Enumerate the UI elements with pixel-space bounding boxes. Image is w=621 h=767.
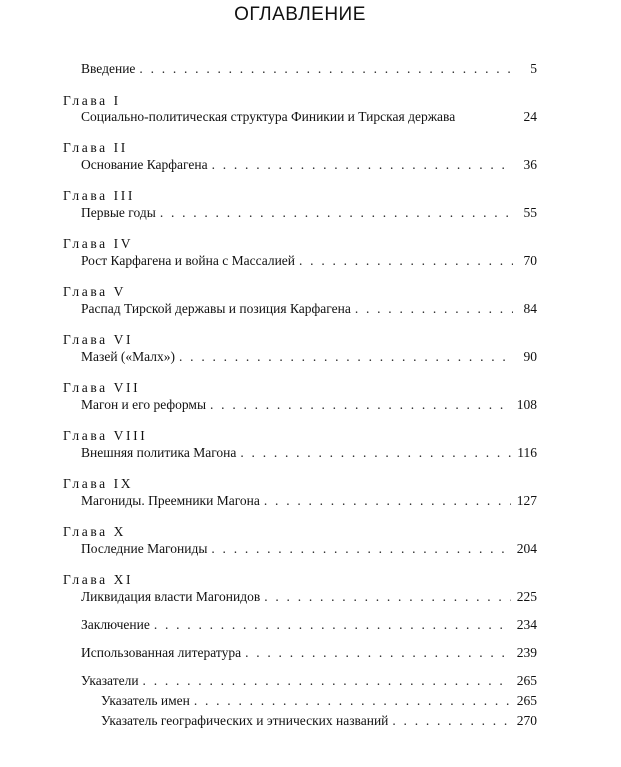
toc-entry-page: 116 bbox=[517, 445, 537, 460]
toc-entry-title: Распад Тирской державы и позиция Карфагена bbox=[81, 301, 355, 317]
toc-entry-chapter-7[interactable] bbox=[81, 397, 537, 413]
leader-dots bbox=[179, 349, 513, 365]
toc-entry-page: 225 bbox=[516, 589, 537, 604]
toc-entry-chapter-8[interactable] bbox=[81, 445, 537, 461]
leader-dots bbox=[143, 673, 511, 689]
leader-dots bbox=[392, 713, 510, 729]
toc-entry-chapter-9[interactable] bbox=[81, 493, 537, 509]
leader-dots bbox=[211, 541, 510, 557]
page-title: ОГЛАВЛЕНИЕ bbox=[234, 4, 366, 25]
leader-dots bbox=[194, 693, 511, 709]
chapter-label: Глава II bbox=[63, 140, 128, 155]
toc-entry-page: 270 bbox=[516, 713, 537, 728]
leader-dots bbox=[210, 397, 511, 413]
leader-dots bbox=[355, 301, 513, 317]
toc-entry-title: Внешняя политика Магона bbox=[81, 445, 240, 461]
toc-entry-page: 5 bbox=[530, 61, 537, 76]
toc-entry-title: Использованная литература bbox=[81, 645, 245, 661]
chapter-label: Глава V bbox=[63, 284, 127, 299]
toc-entry-chapter-4[interactable] bbox=[81, 253, 537, 269]
toc-entry-title: Заключение bbox=[81, 617, 154, 633]
leader-dots bbox=[245, 645, 511, 661]
chapter-label: Глава VI bbox=[63, 332, 134, 347]
toc-entry-page: 36 bbox=[523, 157, 537, 172]
chapter-label: Глава VII bbox=[63, 380, 141, 395]
toc-entry-page: 90 bbox=[523, 349, 537, 364]
toc-entry-page: 265 bbox=[516, 673, 537, 688]
leader-dots bbox=[299, 253, 513, 269]
toc-entry-title: Ликвидация власти Магонидов bbox=[81, 589, 264, 605]
toc-entry-conclusion[interactable] bbox=[81, 617, 537, 633]
toc-entry-page: 108 bbox=[516, 397, 537, 412]
leader-dots bbox=[160, 205, 513, 221]
toc-entry-geo-index[interactable] bbox=[101, 713, 537, 729]
chapter-label: Глава III bbox=[63, 188, 135, 203]
toc-entry-title: Последние Магониды bbox=[81, 541, 211, 557]
toc-entry-literature[interactable] bbox=[81, 645, 537, 661]
toc-entry-title: Введение bbox=[81, 61, 139, 77]
toc-entry-title: Указатель географических и этнических названий bbox=[101, 713, 392, 729]
toc-entry-title: Рост Карфагена и война с Массалией bbox=[81, 253, 299, 269]
toc-entry-page: 204 bbox=[516, 541, 537, 556]
chapter-label: Глава I bbox=[63, 93, 121, 108]
leader-dots bbox=[240, 445, 511, 461]
chapter-label: Глава IX bbox=[63, 476, 134, 491]
chapter-label: Глава X bbox=[63, 524, 127, 539]
leader-dots bbox=[154, 617, 511, 633]
toc-entry-title: Социально-политическая структура Финикии и Тирская держава bbox=[81, 109, 459, 125]
chapter-label: Глава XI bbox=[63, 572, 134, 587]
toc-entry-chapter-2[interactable] bbox=[81, 157, 537, 173]
toc-entry-chapter-6[interactable] bbox=[81, 349, 537, 365]
leader-dots bbox=[139, 61, 513, 77]
toc-entry-title: Указатель имен bbox=[101, 693, 194, 709]
toc-entry-page: 55 bbox=[523, 205, 537, 220]
toc-entry-page: 234 bbox=[516, 617, 537, 632]
toc-entry-page: 127 bbox=[516, 493, 537, 508]
toc-entry-page: 239 bbox=[516, 645, 537, 660]
toc-entry-title: Первые годы bbox=[81, 205, 160, 221]
toc-entry-chapter-1[interactable] bbox=[81, 109, 537, 125]
toc-entry-chapter-5[interactable] bbox=[81, 301, 537, 317]
toc-entry-title: Магониды. Преемники Магона bbox=[81, 493, 264, 509]
toc-entry-indexes[interactable] bbox=[81, 673, 537, 689]
leader-dots bbox=[264, 589, 511, 605]
chapter-label: Глава VIII bbox=[63, 428, 148, 443]
toc-entry-name-index[interactable] bbox=[101, 693, 537, 709]
toc-entry-chapter-11[interactable] bbox=[81, 589, 537, 605]
leader-dots bbox=[264, 493, 511, 509]
toc-entry-introduction[interactable] bbox=[81, 61, 537, 77]
toc-entry-title: Магон и его реформы bbox=[81, 397, 210, 413]
toc-entry-page: 265 bbox=[516, 693, 537, 708]
toc-entry-page: 84 bbox=[523, 301, 537, 316]
toc-entry-title: Указатели bbox=[81, 673, 143, 689]
toc-entry-page: 70 bbox=[523, 253, 537, 268]
toc-entry-title: Мазей («Малх») bbox=[81, 349, 179, 365]
leader-dots bbox=[212, 157, 513, 173]
chapter-label: Глава IV bbox=[63, 236, 134, 251]
toc-entry-chapter-10[interactable] bbox=[81, 541, 537, 557]
toc-entry-chapter-3[interactable] bbox=[81, 205, 537, 221]
toc-entry-title: Основание Карфагена bbox=[81, 157, 212, 173]
toc-entry-page: 24 bbox=[523, 109, 537, 124]
